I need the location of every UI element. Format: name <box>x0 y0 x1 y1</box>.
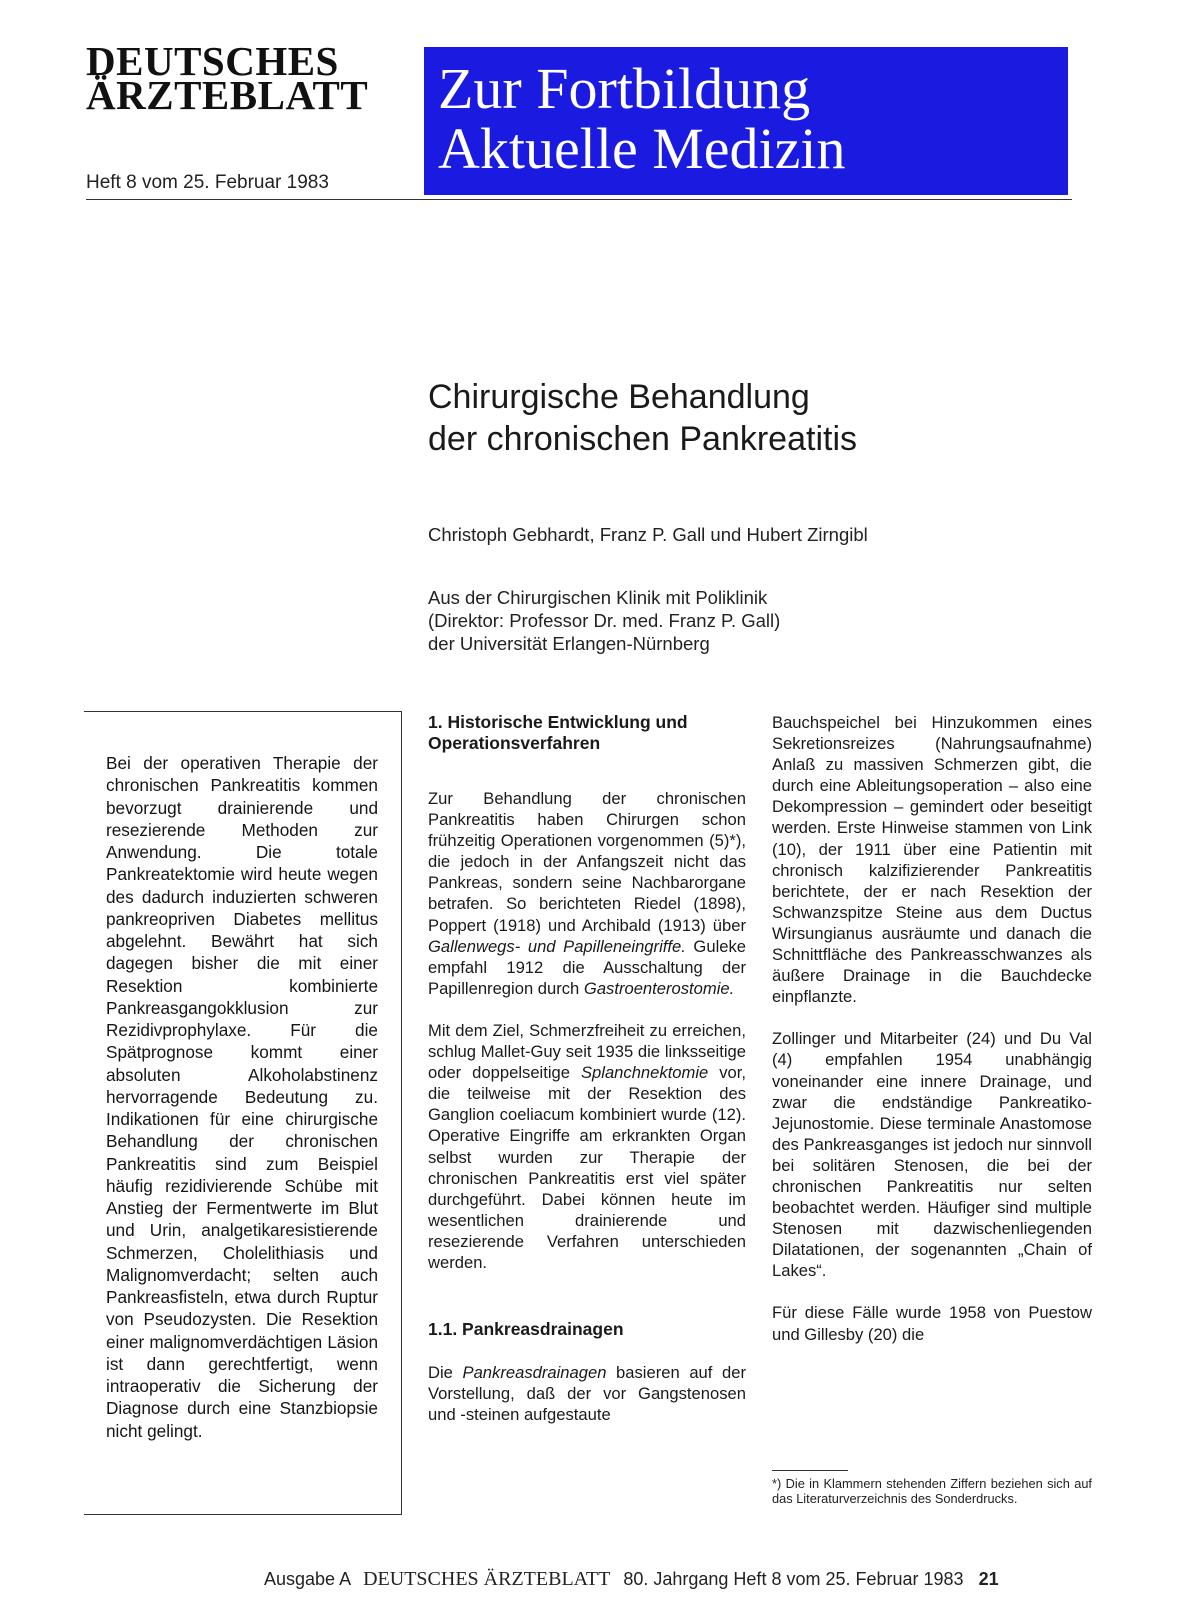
paragraph-1 <box>428 788 746 999</box>
paragraph-4: Bauchspeichel bei Hinzukommen eines Sekretionsreizes (Nahrungsaufnahme) Anlaß zu massiven Schmerzen gibt, die durch eine Ableitungsoperation – also eine Dekompression – gemindert oder beseitigt werden. Erste Hinweise stammen von Link (10), der 1911 über eine Patientin mit chronisch kalzifizierender Pankreatitis berichtete, der er nach Resektion der Schwanzspitze Steine aus dem Ductus Wirsungianus ausräumte und danach die Schnittfläche des Pankreasschwanzes als äußere Drainage in die Bauchdecke einpflanzte. <box>772 713 1092 1007</box>
body-column-1 <box>428 712 746 1425</box>
paragraph-2-text-a: Mit dem Ziel, Schmerzfreiheit zu erreichen, schlug Mallet-Guy seit 1935 die linksseitige oder doppelseitige <box>428 1020 746 1083</box>
page-footer <box>264 1568 999 1591</box>
article-affiliation <box>428 586 780 655</box>
paragraph-3 <box>428 1362 746 1425</box>
banner-line2: Aktuelle Medizin <box>438 116 846 181</box>
masthead-line1: DEUTSCHES <box>86 38 339 84</box>
paragraph-5: Zollinger und Mitarbeiter (24) und Du Val (4) empfahlen 1954 unabhängig voneinander eine innere Drainage, und zwar die endständige Pankreatiko-Jejunostomie. Diese terminale Anastomose des Pankreasganges ist jedoch nur sinnvoll bei solitären Stenosen, die bei der chronischen Pankreatitis nur selten beobachtet werden. Häufiger sind multiple Stenosen mit dazwischenliegenden Dilatationen, der sogenannten „Chain of Lakes“. <box>772 1029 1092 1281</box>
paragraph-1-text-b: Guleke empfahl 1912 die Ausschaltung der Papillenregion durch <box>428 936 747 998</box>
article-title <box>428 376 1068 460</box>
footnote: *) Die in Klammern stehenden Ziffern beziehen sich auf das Literaturverzeichnis des Sonderdrucks. <box>772 1476 1092 1506</box>
paragraph-3-text-a: Die <box>428 1363 463 1383</box>
banner-line1: Zur Fortbildung <box>438 56 811 121</box>
paragraph-6: Für diese Fälle wurde 1958 von Puestow und Gillesby (20) die <box>772 1303 1092 1344</box>
title-line2: der chronischen Pankreatitis <box>428 420 858 458</box>
affiliation-line2: (Direktor: Professor Dr. med. Franz P. Gall) <box>428 610 781 631</box>
article-authors: Christoph Gebhardt, Franz P. Gall und Hubert Zirngibl <box>428 524 868 545</box>
paragraph-2-emphasis: Splanchnektomie <box>580 1063 709 1083</box>
title-line1: Chirurgische Behandlung <box>428 378 810 416</box>
issue-date: Heft 8 vom 25. Februar 1983 <box>86 172 329 193</box>
affiliation-line1: Aus der Chirurgischen Klinik mit Poliklinik <box>428 587 768 608</box>
paragraph-2-text-b: vor, die teilweise mit der Resektion des Ganglion coeliacum kombiniert wurde (12). Operative Eingriffe am erkrankten Organ selbst wurden zur Therapie der chronischen Pankreatitis erst viel später durchgeführt. Dabei können heute im wesentlichen drainierende und resezierende Verfahren unterschieden werden. <box>428 1063 747 1272</box>
paragraph-1-emphasis-2: Gastroenterostomie. <box>583 978 735 998</box>
paragraph-3-text-b: basieren auf der Vorstellung, daß der vor Gangstenosen und -steinen aufgestaute <box>428 1363 746 1425</box>
abstract-text: Bei der operativen Therapie der chronischen Pankreatitis kommen bevorzugt drainierende und resezierende Methoden zur Anwendung. Die totale Pankreatektomie wird heute wegen des dadurch induzierten schweren pankreopriven Diabetes mellitus abgelehnt. Bewährt hat sich dagegen bisher die mit einer Resektion kombinierte Pankreasgangokklusion zur Rezidivprophylaxe. Für die Spätprognose kommt einer absoluten Alkoholabstinenz hervorragende Bedeutung zu. Indikationen für eine chirurgische Behandlung der chronischen Pankreatitis sind zum Beispiel häufig rezidivierende Schübe mit Anstieg der Fermentwerte im Blut und Urin, analgetikaresistierende Schmerzen, Cholelithiasis und Malignomverdacht; selten auch Pankreasfisteln, etwa durch Ruptur von Pseudozysten. Die Resektion einer malignomverdächtigen Läsion ist dann gerechtfertigt, wenn intraoperativ die Sicherung der Diagnose durch eine Stanzbiopsie nicht gelingt. <box>106 753 378 1441</box>
footer-volume: 80. Jahrgang Heft 8 vom 25. Februar 1983 <box>623 1569 964 1589</box>
footer-journal: DEUTSCHES ÄRZTEBLATT <box>363 1568 611 1590</box>
page-number: 21 <box>978 1569 999 1589</box>
paragraph-1-emphasis-1: Gallenwegs- und Papilleneingriffe. <box>428 936 686 956</box>
masthead-line2: ÄRZTEBLATT <box>86 72 369 118</box>
section-banner <box>424 47 1068 195</box>
affiliation-line3: der Universität Erlangen-Nürnberg <box>428 633 710 654</box>
footnote-divider <box>772 1470 848 1471</box>
journal-masthead <box>86 38 416 118</box>
section-heading-1-1: 1.1. Pankreasdrainagen <box>428 1319 624 1340</box>
paragraph-3-emphasis: Pankreasdrainagen <box>462 1363 607 1383</box>
section-heading-1: 1. Historische Entwicklung und Operationsverfahren <box>428 712 688 753</box>
footer-edition: Ausgabe A <box>264 1569 351 1589</box>
body-column-2 <box>772 712 1092 1345</box>
paragraph-2 <box>428 1020 746 1273</box>
paragraph-1-text-a: Zur Behandlung der chronischen Pankreatitis haben Chirurgen schon frühzeitig Operationen vorgenommen (5)*), die jedoch in der Anfangszeit nicht das Pankreas, sondern seine Nachbarorgane betrafen. So berichteten Riedel (1898), Poppert (1918) und Archibald (1913) über <box>428 789 746 935</box>
header-divider <box>86 199 1072 200</box>
